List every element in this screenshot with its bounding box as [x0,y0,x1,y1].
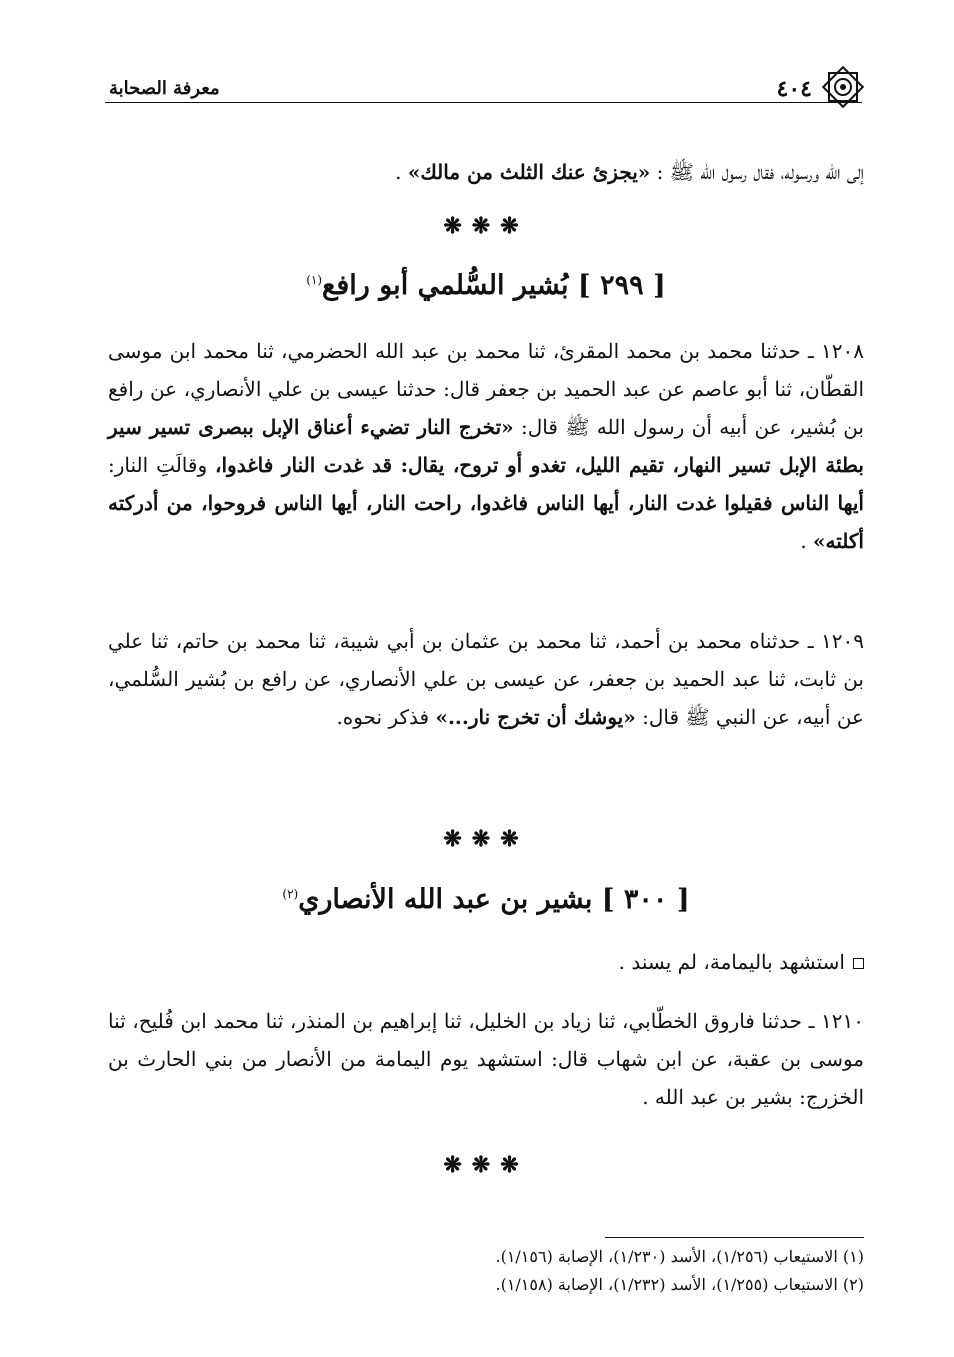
hadith-1208-matn-2: أيها الناس فقيلوا غدت النار، أيها الناس فاغدوا، راحت النار، أيها الناس فروحوا، من أدركته أكلته» [108,491,864,553]
intro-end: . [395,160,408,184]
footnotes [108,1243,864,1299]
section-separator: ❋❋❋ [443,1152,529,1178]
hadith-1210-text: ١٢١٠ ـ حدثنا فاروق الخطّابي، ثنا زياد بن الخليل، ثنا إبراهيم بن المنذر، ثنا محمد ابن فُليح، ثنا موسى بن عقبة، عن ابن شهاب قال: استشهد يوم اليمامة من الأنصار من بني الحارث بن الخزرج: بشير بن عبد الله . [108,1009,864,1109]
section-separator: ❋❋❋ [443,213,529,239]
footnote-2: (٢) الاستيعاب (١/٢٥٥)، الأسد (١/٢٣٢)، الإصابة (١/١٥٨). [495,1275,864,1294]
heading-300-note: (٢) [282,887,299,901]
hadith-1208-connector: وقالَتِ النار: [108,453,216,477]
hadith-1208-end: . [800,529,814,553]
hadith-1208 [108,332,864,560]
octagram-ornament-icon [818,62,868,112]
footnote-1: (١) الاستيعاب (١/٢٥٦)، الأسد (١/٢٣٠)، الإصابة (١/١٥٦). [495,1247,864,1266]
section-heading-299 [108,270,864,301]
hadith-1210 [108,1002,864,1116]
running-title: معرفة الصحابة [109,78,220,99]
hadith-1209-end: فذكر نحوه. [336,705,436,729]
hadith-1209 [108,622,864,736]
bullet-line [108,943,864,981]
intro-paragraph [108,153,864,191]
section-separator: ❋❋❋ [443,826,529,852]
heading-300-text: [ ٣٠٠ ] بشير بن عبد الله الأنصاري [298,884,690,915]
heading-299-text: [ ٢٩٩ ] بُشير السُّلمي أبو رافع [322,270,666,301]
hadith-1208-matn-1: «تخرج النار تضيء أعناق الإبل ببصرى تسير سير بطئة الإبل تسير النهار، تقيم الليل، تغدو أو تروح، يقال: قد غدت النار فاغدوا، [108,415,865,477]
hadith-1209-matn: «يوشك أن تخرج نار...» [435,705,636,729]
footnote-rule [605,1237,864,1238]
hadith-1209-isnad: ١٢٠٩ ـ حدثناه محمد بن أحمد، ثنا محمد بن عثمان بن أبي شيبة، ثنا محمد بن حاتم، ثنا علي بن ثابت، ثنا عبد الحميد بن جعفر، عن عيسى بن علي الأنصاري، عن رافع بن بُشير السُّلمي، عن أبيه، عن النبي ﷺ قال: [108,629,864,729]
section-heading-300 [108,884,864,915]
hadith-1208-isnad: ١٢٠٨ ـ حدثنا محمد بن محمد المقرئ، ثنا محمد بن عبد الله الحضرمي، ثنا محمد ابن موسى القطّان، ثنا أبو عاصم عن عبد الحميد بن جعفر قال: حدثنا عيسى بن علي الأنصاري، عن رافع بن بُشير، عن أبيه أن رسول الله ﷺ قال: [108,339,864,439]
page-number: ٤٠٤ [776,76,812,102]
square-bullet-icon [853,958,864,969]
page-header [105,70,862,104]
bullet-text: استشهد باليمامة، لم يسند . [618,950,845,974]
intro-quote: «يجزئ عنك الثلث من مالك» [407,160,651,184]
intro-text: إلى الله ورسوله، فقال رسول الله ﷺ : [650,160,864,184]
heading-299-note: (١) [306,273,323,287]
header-rule [105,102,862,103]
